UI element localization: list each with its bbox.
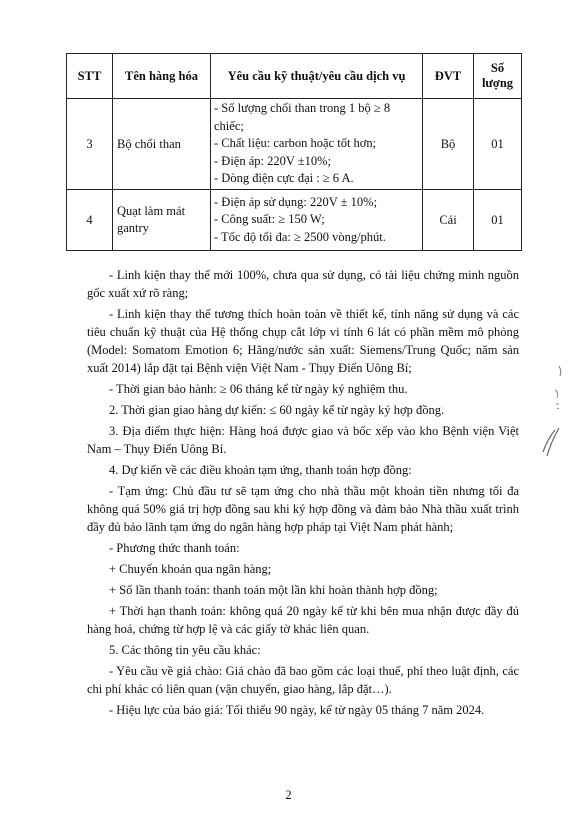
paragraph: 4. Dự kiến về các điều khoản tạm ứng, thanh toán hợp đồng: <box>109 463 412 477</box>
header-stt: STT <box>67 54 113 99</box>
requirement-line: - Tốc độ tối đa: ≥ 2500 vòng/phút. <box>214 229 386 244</box>
header-quantity: Số lượng <box>474 54 522 99</box>
row-stt: 3 <box>67 99 113 190</box>
page-number: 2 <box>285 788 292 802</box>
header-requirements: Yêu cầu kỹ thuật/yêu cầu dịch vụ <box>211 54 423 99</box>
paragraph: - Tạm ứng: Chủ đầu tư sẽ tạm ứng cho nhà thầu một khoản tiền nhưng tối đa không quá 50% giá trị hợp đồng sau khi ký hợp đồng và đảm bảo Nhà thầu xuất trình đầy đủ bảo lãnh tạm ứng do ngân hàng hợp pháp tại Việt Nam phát hành; <box>87 484 519 534</box>
paragraph: - Phương thức thanh toán: <box>109 541 240 555</box>
row-unit: Bộ <box>423 99 474 190</box>
table-row <box>67 190 522 251</box>
paragraph: 3. Địa điểm thực hiện: Hàng hoá được giao và bốc xếp vào kho Bệnh viện Việt Nam – Thụy Điển Uông Bí. <box>87 424 519 456</box>
paragraph: + Số lần thanh toán: thanh toán một lần khi hoàn thành hợp đồng; <box>109 583 438 597</box>
paragraph: - Linh kiện thay thế tương thích hoàn toàn về thiết kế, tính năng sử dụng và các tiêu chuẩn kỹ thuật của Hệ thống chụp cắt lớp vi tính 6 lát có phần mềm mô phỏng (Model: Somatom Emotion 6; Hãng/nước sản xuất: Siemens/Trung Quốc; năm sản xuất 2014) lắp đặt tại Bệnh viện Việt Nam - Thụy Điển Uông Bí; <box>87 307 519 375</box>
table-header-row <box>67 54 522 99</box>
paragraph: + Chuyển khoản qua ngân hàng; <box>109 562 272 576</box>
row-unit: Cái <box>423 190 474 251</box>
requirement-line: - Chất liệu: carbon hoặc tốt hơn; <box>214 136 377 151</box>
row-requirements <box>211 190 423 251</box>
row-quantity: 01 <box>474 190 522 251</box>
handwritten-margin-mark <box>529 360 569 470</box>
requirement-line: - Điện áp sử dụng: 220V ± 10%; <box>214 194 378 209</box>
paragraph: - Linh kiện thay thế mới 100%, chưa qua sử dụng, có tài liệu chứng minh nguồn gốc xuất xứ rõ ràng; <box>87 268 519 300</box>
requirement-line: - Dòng điện cực đại : ≥ 6 A. <box>214 171 354 186</box>
header-unit: ĐVT <box>423 54 474 99</box>
requirement-line: - Công suất: ≥ 150 W; <box>214 212 325 227</box>
paragraph: - Thời gian bảo hành: ≥ 06 tháng kể từ ngày ký nghiệm thu. <box>109 382 408 396</box>
body-text <box>87 266 519 722</box>
paragraph: - Yêu cầu về giá chào: Giá chào đã bao gồm các loại thuế, phí theo luật định, các chi phí khác có liên quan (vận chuyển, giao hàng, lắp đặt…). <box>87 664 519 696</box>
paragraph: 2. Thời gian giao hàng dự kiến: ≤ 60 ngày kể từ ngày ký hợp đồng. <box>109 403 445 417</box>
row-item-name: Quạt làm mát gantry <box>113 190 211 251</box>
requirement-line: - Điện áp: 220V ±10%; <box>214 153 332 168</box>
row-requirements <box>211 99 423 190</box>
row-item-name: Bộ chổi than <box>113 99 211 190</box>
table-row <box>67 99 522 190</box>
paragraph: + Thời hạn thanh toán: không quá 20 ngày kể từ khi bên mua nhận được đầy đủ hàng hoá, chứng từ hợp lệ và các giấy tờ khác liên quan. <box>87 604 519 636</box>
row-stt: 4 <box>67 190 113 251</box>
row-quantity: 01 <box>474 99 522 190</box>
paragraph: 5. Các thông tin yêu cầu khác: <box>109 643 261 657</box>
requirement-line: - Số lượng chổi than trong 1 bộ ≥ 8 chiếc; <box>214 101 391 133</box>
header-name: Tên hàng hóa <box>113 54 211 99</box>
paragraph: - Hiệu lực của báo giá: Tối thiểu 90 ngày, kể từ ngày 05 tháng 7 năm 2024. <box>109 703 485 717</box>
goods-table <box>66 53 522 251</box>
